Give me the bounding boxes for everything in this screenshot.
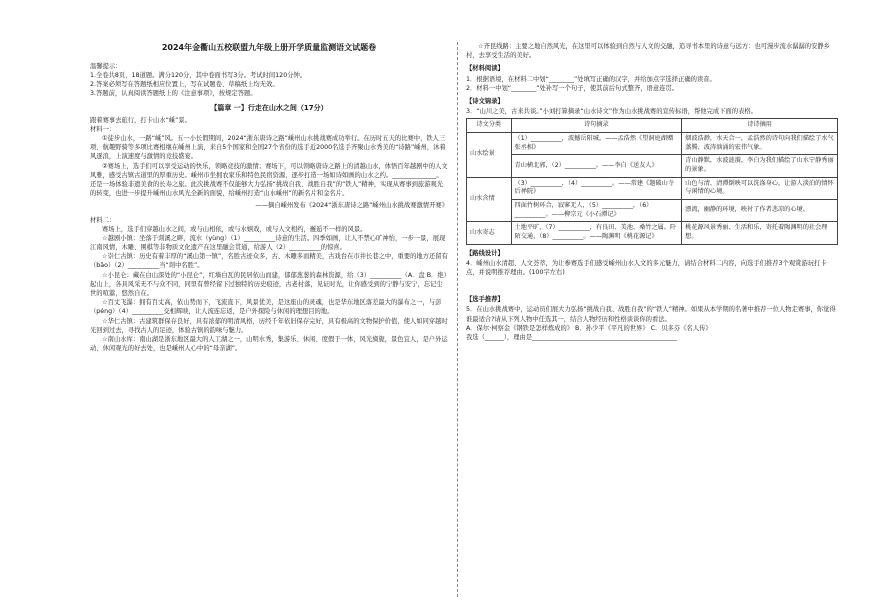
right-column bbox=[466, 42, 838, 342]
table-header-note: 诗诗摘用 bbox=[682, 119, 838, 133]
heading-route: 【路线设计】 bbox=[466, 249, 504, 257]
table-quote: 四面竹树环合，寂寥无人，（5）__________，（6）__________。——柳宗元《小石潭记》 bbox=[511, 200, 682, 222]
table-note: 烟波浩渺，水天合一，孟浩然的诗句向我们描绘了水气蒸腾、波涛汹涌的宏伟气象。 bbox=[682, 132, 838, 154]
question-3: 3．“山川之美，古来共谈。”小刘打算摘录“山水诗文”作为山水挑战赛的宣传标语，帮他完成下面的表格。 bbox=[466, 108, 757, 116]
material1-source: ——摘自嵊州发布《2024“浙东唐诗之路”嵊州山水挑战赛激情开赛》 bbox=[255, 202, 448, 210]
exam-title: 2024年金衢山五校联盟九年级上册开学质量监测语文试题卷 bbox=[161, 43, 377, 52]
question-5-answer-line: 我选（______），理由是______________________________________________ bbox=[466, 334, 677, 342]
material2-para-5: ☆华仁古镇：古建筑群保存良好，具有浓郁的明清风格，历经千年依旧保存完好，具有极高的文物保护价值，使人如同穿越时光回到过去，寻找古人的足迹，体验古镇的韵味与魅力。 bbox=[90, 317, 448, 334]
table-quote: 土地平旷，（7）__________，有良田、美池、桑竹之属。阡陌交通，（8）__________。——陶渊明《桃花源记》 bbox=[511, 222, 682, 244]
question-5-options: A．保尔·柯察金《钢铁是怎样炼成的》 B．孙少平《平凡的世界》 C．贝多芬《名人传》 bbox=[466, 324, 712, 332]
material2-continued: ☆齐昆线路：主要之地自然风光，在这里可以体验到自然与人文的交融，追寻书本里的诗意与远方：也可漫步流水潺潺的安静乡村，去享受生活的美好。 bbox=[466, 43, 830, 60]
table-quote: （3）__________，（4）__________。——常建《题破山寺后禅院》 bbox=[511, 177, 682, 199]
heading-reading: 【材料阅读】 bbox=[466, 65, 504, 73]
material2-para-3: ☆小昆仑：藏在白山深处的“小昆仑”，红墙白瓦的民居依山而建，郁郁葱葱的森林资源，给（3）__________（A．盘 B．绝）起山上，各具风采无不与众不同，同里有曾经留下过独特的历史痕迹，古老村落，见证时光，让你感受到的宁静与安宁，忘记尘世的喧嚣，悠然自在。 bbox=[90, 271, 447, 298]
left-column bbox=[90, 42, 448, 353]
question-2: 2．材料一中划“________”处补写一个句子，使其前后句式整齐，语意连贯。 bbox=[466, 84, 679, 92]
table-row bbox=[467, 177, 838, 199]
answer-space bbox=[466, 277, 838, 291]
question-4: 4．嵊州山水清超、人文荟萃，为让参赛选手们感受嵊州山水人文的多元魅力，请结合材料二内容，向选手们推荐3个观赏游玩打卡点，并说明推荐理由。(100字左右) bbox=[466, 259, 827, 277]
section-intro: 跟着赛事去旅行，打卡山水“嵊”景。 bbox=[90, 116, 191, 124]
material2-para-6: ☆南山水库：南山湖是浙东地区最大的人工湖之一，山明水秀，集游乐、休闲、度假于一体，风光旖旎，景色宜人，是户外运动、休闲观光的好去处，也是嵊州人心中的“母亲湖”。 bbox=[90, 335, 448, 353]
material2-para-1: ☆越剧小镇：坐落于剡溪之畔，流水（yùng）（1）__________诗意的生活。四季如画，让人不禁心旷神怡，一步一景，展现江南风情，木雕、围棋等非物质文化遗产在这里融会贯通，给游人（2）__________的惊喜。 bbox=[90, 234, 446, 252]
material2-para-4: ☆百丈飞瀑：拥有百丈高，依山势而下，飞流直下，风景优美，是这座山的灵魂，也是华东地区落差最大的瀑布之一，与彭（péng）（4）__________交相辉映，让人流连忘返，是户外探险与休闲的理想目的地。 bbox=[90, 299, 442, 316]
column-divider bbox=[457, 42, 458, 597]
table-row bbox=[467, 200, 838, 222]
material2-intro: 赛场上，选手们穿越山水之间，或与山相依，或与水嬉戏，或与人文相约，邂逅不一样的风景。 bbox=[102, 225, 367, 233]
heading-recommend: 【选手推荐】 bbox=[466, 296, 504, 304]
material1-para-1: ①徒步山水，一路“嵊”风。五一小长假期间，2024“浙东唐诗之路”嵊州山水挑战赛成功举行。在历时五天的比赛中，铁人三项、航趣野骑等多项比赛相继在嵊州上演，来自5个国家和全国27个省份的选手近2000名选手齐聚山水秀美的“诗路”嵊州，沐着风逐浪，上演速度与激情的竞技盛宴。 bbox=[90, 135, 446, 161]
table-note: 青山静默，水波涟漪，李白为我们描绘了山水宁静秀丽的景象。 bbox=[682, 155, 838, 177]
table-quote: 青山横北郭，（2）__________。——李白《送友人》 bbox=[511, 155, 682, 177]
poetry-table bbox=[466, 118, 838, 244]
table-note: 桃花源风景秀丽、生活和乐，寄托着陶渊明的社会理想。 bbox=[682, 222, 838, 244]
table-header-quote: 诗句摘录 bbox=[511, 119, 682, 133]
notice-title: 温馨提示： bbox=[90, 62, 122, 70]
table-category-aspiration: 山水寄志 bbox=[467, 222, 512, 244]
table-note: 漂流，幽静的环境，映衬了作者悲凉的心境。 bbox=[682, 200, 838, 222]
table-row bbox=[467, 222, 838, 244]
table-category-emotion: 山水含情 bbox=[467, 177, 512, 222]
heading-poetry: 【诗文锦录】 bbox=[466, 97, 504, 105]
material2-label: 材料二： bbox=[90, 216, 116, 224]
section-title: 【篇章 一】行走在山水之间（17分） bbox=[210, 104, 328, 113]
table-category-scenery: 山水绘景 bbox=[467, 132, 512, 177]
table-note: 山色与清、清潭倒映可以洗涤身心，让游人淡泊的情怀与闲情的心境。 bbox=[682, 177, 838, 199]
table-row bbox=[467, 132, 838, 154]
table-header-category: 诗文分类 bbox=[467, 119, 512, 133]
table-header-row bbox=[467, 119, 838, 133]
material1-label: 材料一： bbox=[90, 125, 116, 133]
table-quote: （1）__________，波撼岳阳城。——孟浩然《望洞庭湖赠张丞相》 bbox=[511, 132, 682, 154]
material2-para-2: ☆崇仁古镇：历史有着丰厚的“溪山第一镇”，名胜古迹众多，古、木雕多而精美，古戏台在市井长巷之中，重要的地方还留有（bāo）（2）__________当“剡中名胜”。 bbox=[90, 253, 448, 270]
notice-2: 2.答案必须写在答题纸相应位置上，写在试题卷、草稿纸上均无效。 bbox=[90, 81, 279, 89]
question-1: 1．根据语境，在材料二中划“________”处填写正确的汉字，并给加点字选择正确的读音。 bbox=[466, 75, 716, 83]
notice-1: 1.全卷共8页，18道题。满分120分，其中卷面书写3分。考试时间120分钟。 bbox=[90, 71, 307, 79]
material1-para-2: ②赛场上，选手们可以享受运动的快乐，领略竞技的激情；赛场下，可以领略唐诗之路上的清越山水，体悟百年越剧中的人文风雅，感受古镇古道里的厚重历史。嵊州市坐拥农家乐和特色民宿资源，逐步打造一场如诗如画的山水之约。______________。还是一场体验非遗美食的长寿之旅。此次挑战赛不仅能够大力弘扬“挑战自我、战胜自我”的“铁人”精神，实现从赛事到旅游观光的转变，也进一步提升嵊州山水风光全新的面貌，给嵊州打造“山水嵊州”的新名片和金名片。 bbox=[90, 162, 448, 198]
table-row bbox=[467, 155, 838, 177]
question-5: 5．在山水挑战赛中，运动员们展大力弘扬“挑战自我、战胜自我”的“铁人”精神。如果从本学期的名著中推荐一位人物走赛事，你觉得谁最适合?请从下列人物中任选其一，结合人物经历和性格谈谈你的看法。 bbox=[466, 306, 836, 323]
notice-3: 3.答题前，认真阅读答题纸上的《注意事项》，按规定答题。 bbox=[90, 90, 257, 98]
